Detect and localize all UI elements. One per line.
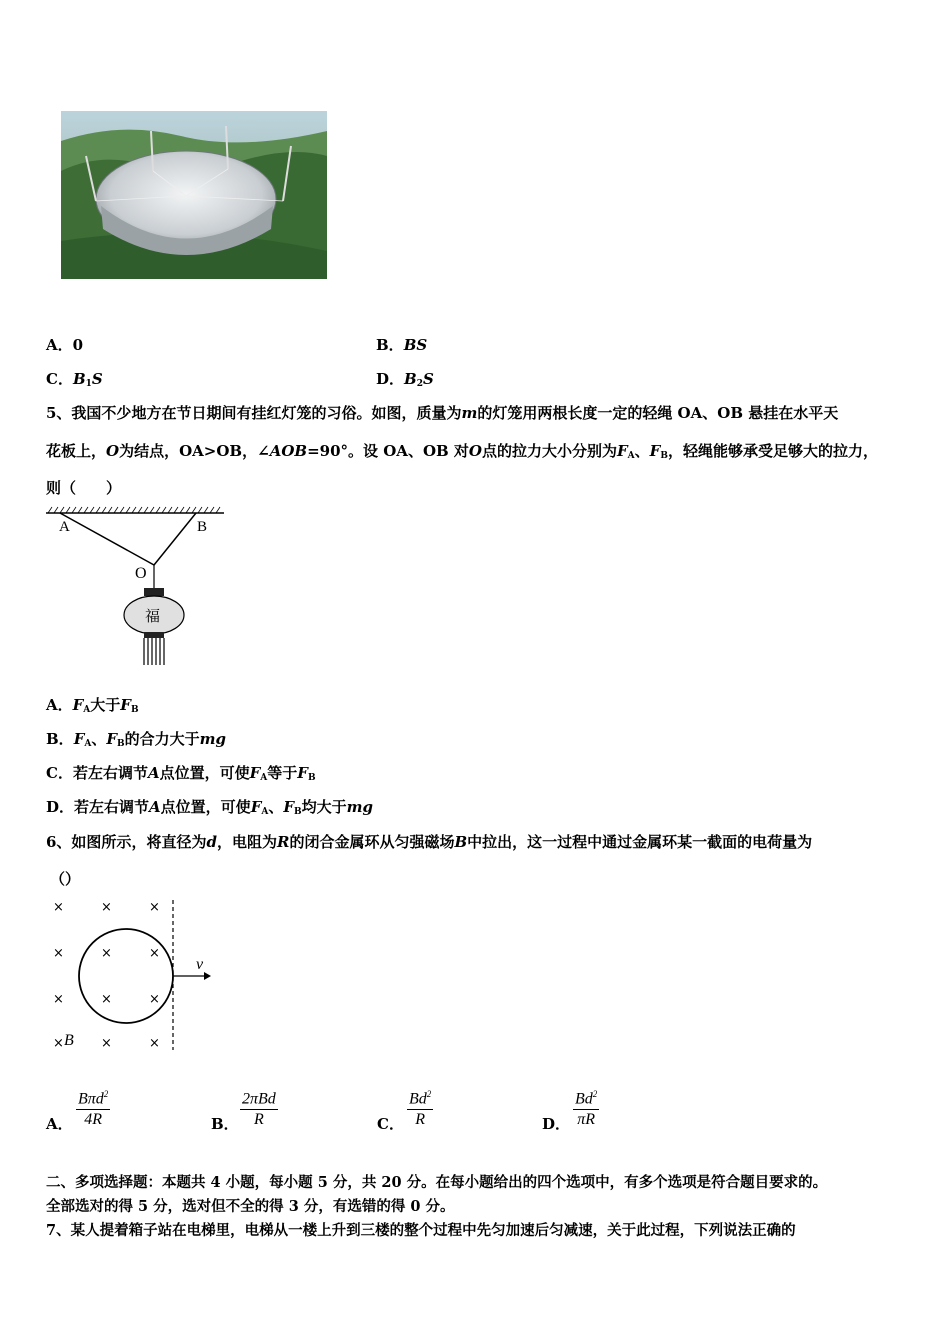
q5-option-b: B．$F_A$、$F_B$的合力大于mg	[46, 730, 226, 749]
q6-option-a-fraction: Bπd$^2$ 4R	[78, 1089, 109, 1129]
q6-option-a-label: A．	[46, 1115, 73, 1133]
svg-text:×: ×	[53, 900, 64, 915]
q4-option-d: D．$B_2S$	[376, 370, 434, 389]
svg-text:×: ×	[149, 992, 160, 1007]
rope-oa	[60, 513, 154, 565]
label-o: O	[135, 565, 147, 582]
rope-ob	[154, 513, 196, 565]
svg-text:×: ×	[149, 946, 160, 961]
svg-text:×: ×	[53, 1036, 64, 1051]
q5-stem-line2: 花板上，O为结点，OA>OB，∠AOB=90°。设 OA、OB 对O点的拉力大小分别为$F_A$、$F_B$，轻绳能够承受足够大的拉力，	[46, 442, 878, 461]
q4-option-a: A．0	[46, 336, 84, 354]
telescope-photo	[61, 111, 327, 279]
velocity-label: v	[196, 956, 204, 973]
q4-option-b: B．BS	[376, 336, 428, 354]
q6-option-b-fraction: 2πBd R	[242, 1090, 276, 1129]
q6-stem-line2: （）	[50, 870, 81, 888]
magnetic-ring-figure	[44, 895, 224, 1060]
svg-text:×: ×	[149, 1036, 160, 1051]
q5-option-a: A．$F_A$大于$F_B$	[46, 696, 139, 715]
svg-text:×: ×	[101, 946, 112, 961]
field-label: B	[64, 1032, 74, 1049]
q5-option-d: D．若左右调节A点位置，可使$F_A$、$F_B$均大于mg	[46, 798, 373, 817]
label-a: A	[59, 519, 70, 535]
q6-option-d-label: D．	[542, 1115, 571, 1133]
svg-text:×: ×	[101, 1036, 112, 1051]
q5-stem-line1: 5、我国不少地方在节日期间有挂红灯笼的习俗。如图，质量为m的灯笼用两根长度一定的轻绳 OA、OB 悬挂在水平天	[46, 404, 839, 422]
svg-text:×: ×	[101, 900, 112, 915]
q6-option-d-fraction: $\frac{Bd^2}{\pi R}$	[575, 1089, 598, 1129]
q6-option-c-fraction: $\frac{Bd^2}{R}$	[409, 1089, 432, 1129]
q6-option-b-label: B．	[211, 1115, 239, 1133]
svg-text:×: ×	[53, 946, 64, 961]
section2-header-line2: 全部选对的得 5 分，选对但不全的得 3 分，有选错的得 0 分。	[46, 1198, 455, 1215]
svg-text:×: ×	[101, 992, 112, 1007]
metal-ring	[79, 929, 173, 1023]
q6-stem-line1: 6、如图所示，将直径为d，电阻为R的闭合金属环从匀强磁场B中拉出，这一过程中通过金属环某一截面的电荷量为	[46, 833, 813, 851]
field-crosses	[53, 900, 160, 1051]
q5-option-c: C．若左右调节A点位置，可使$F_A$等于$F_B$	[46, 764, 316, 783]
svg-text:×: ×	[149, 900, 160, 915]
label-b: B	[197, 519, 208, 535]
q5-stem-line3: 则（ ）	[46, 479, 122, 497]
lantern-figure	[40, 503, 240, 673]
section2-header-line1: 二、多项选择题：本题共 4 小题，每小题 5 分，共 20 分。在每小题给出的四个选项中，有多个选项是符合题目要求的。	[46, 1174, 828, 1191]
svg-text:×: ×	[53, 992, 64, 1007]
label-fu: 福	[145, 607, 161, 625]
q6-option-c-label: C．	[377, 1115, 404, 1133]
q4-option-c: C．$B_1S$	[46, 370, 103, 389]
q7-stem-line1: 7、某人提着箱子站在电梯里，电梯从一楼上升到三楼的整个过程中先匀加速后匀减速，关于此过程，下列说法正确的	[46, 1222, 796, 1239]
